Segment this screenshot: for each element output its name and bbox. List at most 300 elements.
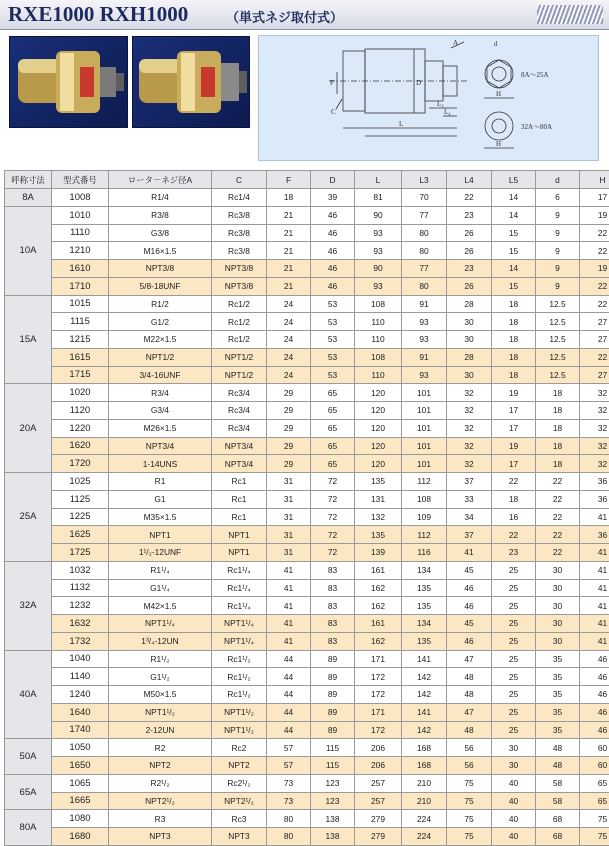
- table-cell: NPT3: [109, 828, 212, 846]
- table-row: [5, 632, 609, 650]
- table-cell: 45: [447, 615, 492, 633]
- table-cell: 70: [402, 189, 447, 207]
- model-cell: 1732: [52, 632, 109, 650]
- table-cell: Rc3/4: [212, 402, 267, 420]
- table-cell: 9: [536, 242, 580, 260]
- column-header: C: [212, 171, 267, 189]
- table-cell: 41: [580, 632, 609, 650]
- table-cell: 168: [402, 739, 447, 757]
- table-cell: 72: [311, 490, 355, 508]
- column-header: 呼称寸法: [5, 171, 52, 189]
- table-cell: 48: [536, 757, 580, 775]
- table-cell: 138: [311, 828, 355, 846]
- table-cell: 93: [355, 224, 402, 242]
- table-cell: 27: [580, 313, 609, 331]
- table-cell: NPT3/4: [109, 437, 212, 455]
- table-cell: NPT1¹/₂: [109, 703, 212, 721]
- table-cell: 257: [355, 792, 402, 810]
- table-cell: 206: [355, 757, 402, 775]
- table-cell: 162: [355, 597, 402, 615]
- table-cell: NPT3/4: [212, 437, 267, 455]
- table-cell: 35: [536, 721, 580, 739]
- table-cell: 32: [580, 437, 609, 455]
- table-row: [5, 597, 609, 615]
- table-row: [5, 686, 609, 704]
- table-cell: NPT1¹/₄: [212, 632, 267, 650]
- model-cell: 1650: [52, 757, 109, 775]
- table-cell: 48: [447, 721, 492, 739]
- table-cell: 46: [580, 703, 609, 721]
- table-cell: 25: [492, 615, 536, 633]
- table-cell: 68: [536, 828, 580, 846]
- label-l3: L₃: [437, 100, 444, 108]
- size-cell: 65A: [5, 774, 52, 810]
- table-cell: NPT3: [212, 828, 267, 846]
- model-cell: 1632: [52, 615, 109, 633]
- model-cell: 1008: [52, 189, 109, 207]
- model-cell: 1665: [52, 792, 109, 810]
- table-cell: 12.5: [536, 331, 580, 349]
- table-cell: NPT3/4: [212, 455, 267, 473]
- table-cell: 35: [536, 668, 580, 686]
- table-cell: 257: [355, 774, 402, 792]
- table-cell: 26: [447, 277, 492, 295]
- model-cell: 1625: [52, 526, 109, 544]
- table-cell: 22: [492, 473, 536, 491]
- table-cell: 25: [492, 668, 536, 686]
- table-cell: 26: [447, 224, 492, 242]
- table-cell: 58: [536, 774, 580, 792]
- table-cell: 53: [311, 295, 355, 313]
- table-cell: 32: [580, 402, 609, 420]
- table-cell: 65: [580, 792, 609, 810]
- model-cell: 1232: [52, 597, 109, 615]
- model-cell: 1720: [52, 455, 109, 473]
- table-row: [5, 774, 609, 792]
- table-cell: 1-14UNS: [109, 455, 212, 473]
- table-cell: 109: [402, 508, 447, 526]
- table-cell: 16: [492, 508, 536, 526]
- table-cell: 83: [311, 632, 355, 650]
- table-cell: 77: [402, 206, 447, 224]
- table-cell: 120: [355, 455, 402, 473]
- table-cell: 1¹/₂-12UNF: [109, 544, 212, 562]
- table-row: [5, 792, 609, 810]
- table-cell: R3/4: [109, 384, 212, 402]
- table-row: [5, 402, 609, 420]
- table-cell: 18: [492, 366, 536, 384]
- table-cell: Rc2: [212, 739, 267, 757]
- model-cell: 1620: [52, 437, 109, 455]
- table-cell: 18: [536, 402, 580, 420]
- table-cell: NPT1: [212, 544, 267, 562]
- table-row: [5, 561, 609, 579]
- table-cell: Rc3/8: [212, 224, 267, 242]
- table-cell: 22: [580, 348, 609, 366]
- table-cell: 110: [355, 313, 402, 331]
- table-cell: 23: [447, 206, 492, 224]
- table-cell: 36: [580, 473, 609, 491]
- model-cell: 1032: [52, 561, 109, 579]
- model-cell: 1240: [52, 686, 109, 704]
- table-cell: 44: [267, 703, 311, 721]
- table-cell: 27: [580, 331, 609, 349]
- table-cell: 14: [492, 260, 536, 278]
- table-cell: 24: [267, 348, 311, 366]
- table-cell: 28: [447, 295, 492, 313]
- table-cell: 35: [536, 703, 580, 721]
- table-cell: 141: [402, 650, 447, 668]
- table-cell: NPT2: [109, 757, 212, 775]
- table-cell: 81: [355, 189, 402, 207]
- table-cell: 168: [402, 757, 447, 775]
- table-cell: R1/2: [109, 295, 212, 313]
- table-cell: 29: [267, 419, 311, 437]
- table-cell: 32: [447, 384, 492, 402]
- table-cell: M26×1.5: [109, 419, 212, 437]
- table-cell: 41: [580, 615, 609, 633]
- table-cell: 123: [311, 792, 355, 810]
- table-cell: 123: [311, 774, 355, 792]
- size-cell: 10A: [5, 206, 52, 295]
- table-cell: 80: [402, 277, 447, 295]
- table-cell: 24: [267, 295, 311, 313]
- table-cell: 30: [492, 757, 536, 775]
- table-cell: 279: [355, 810, 402, 828]
- table-cell: 35: [536, 650, 580, 668]
- table-cell: Rc3/8: [212, 206, 267, 224]
- page-header: [0, 0, 609, 30]
- table-row: [5, 650, 609, 668]
- table-cell: Rc1/2: [212, 313, 267, 331]
- model-cell: 1715: [52, 366, 109, 384]
- table-cell: 53: [311, 313, 355, 331]
- table-cell: 15: [492, 242, 536, 260]
- table-cell: 25: [492, 650, 536, 668]
- size-cell: 20A: [5, 384, 52, 473]
- table-cell: 14: [492, 189, 536, 207]
- table-cell: 15: [492, 224, 536, 242]
- page-subtitle: （単式ネジ取付式）: [226, 7, 343, 26]
- table-cell: 46: [311, 224, 355, 242]
- table-cell: 30: [492, 739, 536, 757]
- table-cell: NPT3/8: [212, 277, 267, 295]
- table-cell: 53: [311, 348, 355, 366]
- table-cell: Rc3/4: [212, 384, 267, 402]
- table-cell: 31: [267, 473, 311, 491]
- column-header: H: [580, 171, 609, 189]
- table-cell: 112: [402, 473, 447, 491]
- table-cell: 33: [447, 490, 492, 508]
- table-cell: Rc2¹/₂: [212, 774, 267, 792]
- table-cell: 116: [402, 544, 447, 562]
- table-row: [5, 455, 609, 473]
- table-cell: 9: [536, 277, 580, 295]
- table-cell: 30: [447, 366, 492, 384]
- table-cell: 101: [402, 384, 447, 402]
- table-cell: 36: [580, 490, 609, 508]
- table-cell: 206: [355, 739, 402, 757]
- size-cell: 15A: [5, 295, 52, 384]
- table-cell: 89: [311, 668, 355, 686]
- table-cell: Rc1¹/₄: [212, 579, 267, 597]
- table-cell: 9: [536, 260, 580, 278]
- table-cell: Rc1¹/₂: [212, 650, 267, 668]
- table-cell: 93: [355, 277, 402, 295]
- table-cell: 35: [536, 686, 580, 704]
- label-a: A: [453, 39, 458, 47]
- table-cell: 90: [355, 206, 402, 224]
- table-cell: 134: [402, 615, 447, 633]
- table-cell: 18: [536, 419, 580, 437]
- table-cell: 17: [492, 419, 536, 437]
- table-cell: 75: [447, 792, 492, 810]
- table-cell: R2: [109, 739, 212, 757]
- model-cell: 1080: [52, 810, 109, 828]
- model-cell: 1050: [52, 739, 109, 757]
- product-photo-2: [132, 36, 250, 128]
- table-cell: 29: [267, 437, 311, 455]
- table-row: [5, 703, 609, 721]
- table-cell: R3/8: [109, 206, 212, 224]
- model-cell: 1220: [52, 419, 109, 437]
- table-cell: Rc1/4: [212, 189, 267, 207]
- table-cell: R1/4: [109, 189, 212, 207]
- label-f: F: [330, 79, 334, 87]
- table-cell: 72: [311, 473, 355, 491]
- table-cell: 134: [402, 561, 447, 579]
- table-cell: G3/8: [109, 224, 212, 242]
- table-cell: NPT1¹/₂: [212, 721, 267, 739]
- model-cell: 1615: [52, 348, 109, 366]
- table-row: [5, 224, 609, 242]
- table-cell: 12.5: [536, 295, 580, 313]
- table-cell: 56: [447, 757, 492, 775]
- column-header: L5: [492, 171, 536, 189]
- column-header: D: [311, 171, 355, 189]
- table-cell: 25: [492, 703, 536, 721]
- table-cell: 73: [267, 774, 311, 792]
- table-cell: 18: [492, 313, 536, 331]
- table-cell: 77: [402, 260, 447, 278]
- table-row: [5, 348, 609, 366]
- table-row: [5, 739, 609, 757]
- table-cell: 47: [447, 703, 492, 721]
- size-cell: 80A: [5, 810, 52, 846]
- table-cell: 24: [267, 331, 311, 349]
- table-cell: 22: [580, 224, 609, 242]
- table-cell: R1¹/₄: [109, 561, 212, 579]
- table-cell: 44: [267, 668, 311, 686]
- table-cell: 46: [580, 721, 609, 739]
- table-cell: G1/2: [109, 313, 212, 331]
- table-cell: 142: [402, 721, 447, 739]
- table-cell: 75: [447, 774, 492, 792]
- table-row: [5, 810, 609, 828]
- size-cell: 8A: [5, 189, 52, 207]
- table-cell: R1: [109, 473, 212, 491]
- model-cell: 1010: [52, 206, 109, 224]
- table-cell: 17: [492, 402, 536, 420]
- header-stripes: [537, 5, 603, 24]
- table-cell: 41: [267, 632, 311, 650]
- table-cell: 19: [580, 206, 609, 224]
- table-cell: 46: [311, 277, 355, 295]
- model-cell: 1210: [52, 242, 109, 260]
- product-photo-1: [9, 36, 128, 128]
- table-cell: 24: [267, 313, 311, 331]
- column-header: L3: [402, 171, 447, 189]
- column-header: L4: [447, 171, 492, 189]
- table-row: [5, 757, 609, 775]
- table-row: [5, 384, 609, 402]
- table-cell: 53: [311, 366, 355, 384]
- table-cell: 60: [580, 739, 609, 757]
- table-cell: 3/4-16UNF: [109, 366, 212, 384]
- table-cell: 142: [402, 686, 447, 704]
- table-cell: 25: [492, 686, 536, 704]
- table-cell: 120: [355, 419, 402, 437]
- table-cell: 93: [355, 242, 402, 260]
- table-cell: NPT1/2: [212, 348, 267, 366]
- table-cell: 18: [536, 384, 580, 402]
- table-cell: 30: [536, 579, 580, 597]
- table-cell: 32: [447, 437, 492, 455]
- table-cell: 23: [447, 260, 492, 278]
- table-cell: 37: [447, 526, 492, 544]
- table-row: [5, 473, 609, 491]
- table-cell: 46: [580, 668, 609, 686]
- model-cell: 1020: [52, 384, 109, 402]
- table-cell: 83: [311, 579, 355, 597]
- table-cell: 26: [447, 242, 492, 260]
- table-cell: 135: [355, 526, 402, 544]
- table-cell: 25: [492, 721, 536, 739]
- model-cell: 1065: [52, 774, 109, 792]
- table-cell: 22: [447, 189, 492, 207]
- table-cell: 15: [492, 277, 536, 295]
- table-cell: 161: [355, 615, 402, 633]
- model-cell: 1125: [52, 490, 109, 508]
- table-cell: R3: [109, 810, 212, 828]
- table-cell: 41: [267, 561, 311, 579]
- model-cell: 1115: [52, 313, 109, 331]
- table-cell: Rc1: [212, 473, 267, 491]
- model-cell: 1132: [52, 579, 109, 597]
- table-cell: M16×1.5: [109, 242, 212, 260]
- table-cell: M35×1.5: [109, 508, 212, 526]
- page-title: RXE1000 RXH1000: [8, 2, 188, 27]
- table-cell: 22: [536, 526, 580, 544]
- table-cell: NPT1¹/₄: [212, 615, 267, 633]
- table-cell: 29: [267, 455, 311, 473]
- table-cell: 83: [311, 615, 355, 633]
- table-cell: 91: [402, 348, 447, 366]
- table-row: [5, 615, 609, 633]
- table-cell: 112: [402, 526, 447, 544]
- table-cell: 56: [447, 739, 492, 757]
- table-cell: Rc1¹/₄: [212, 561, 267, 579]
- table-cell: 46: [311, 242, 355, 260]
- table-cell: 72: [311, 508, 355, 526]
- table-cell: Rc1¹/₂: [212, 686, 267, 704]
- table-cell: 75: [580, 828, 609, 846]
- label-range1: 8A～25A: [521, 71, 549, 79]
- table-cell: 90: [355, 260, 402, 278]
- table-cell: 32: [447, 419, 492, 437]
- table-cell: 142: [402, 668, 447, 686]
- table-cell: NPT2: [212, 757, 267, 775]
- label-range2: 32A～80A: [521, 123, 552, 131]
- table-cell: 80: [402, 224, 447, 242]
- table-cell: 32: [580, 419, 609, 437]
- label-d: d: [494, 40, 498, 48]
- table-cell: 31: [267, 490, 311, 508]
- table-cell: 91: [402, 295, 447, 313]
- table-cell: 65: [311, 402, 355, 420]
- column-header: d: [536, 171, 580, 189]
- column-header: L: [355, 171, 402, 189]
- table-cell: 60: [580, 757, 609, 775]
- table-cell: 139: [355, 544, 402, 562]
- table-cell: 108: [355, 295, 402, 313]
- model-cell: 1025: [52, 473, 109, 491]
- table-cell: 83: [311, 597, 355, 615]
- table-row: [5, 277, 609, 295]
- table-cell: 53: [311, 331, 355, 349]
- table-cell: 93: [402, 331, 447, 349]
- table-cell: 57: [267, 757, 311, 775]
- table-cell: 32: [580, 384, 609, 402]
- table-cell: 23: [492, 544, 536, 562]
- table-cell: 41: [580, 561, 609, 579]
- table-cell: G3/4: [109, 402, 212, 420]
- table-cell: R2¹/₂: [109, 774, 212, 792]
- table-cell: 12.5: [536, 348, 580, 366]
- table-cell: 12.5: [536, 313, 580, 331]
- table-row: [5, 579, 609, 597]
- table-cell: 1³/₄-12UN: [109, 632, 212, 650]
- model-cell: 1110: [52, 224, 109, 242]
- table-cell: 9: [536, 206, 580, 224]
- table-cell: 46: [311, 206, 355, 224]
- label-l4: L₄: [444, 108, 451, 116]
- table-cell: 21: [267, 206, 311, 224]
- table-cell: 171: [355, 650, 402, 668]
- table-cell: 18: [536, 455, 580, 473]
- table-cell: 9: [536, 224, 580, 242]
- table-cell: 32: [447, 455, 492, 473]
- table-cell: 132: [355, 508, 402, 526]
- table-cell: 72: [311, 544, 355, 562]
- table-row: [5, 206, 609, 224]
- table-cell: NPT1¹/₂: [212, 703, 267, 721]
- table-cell: 41: [580, 579, 609, 597]
- size-cell: 32A: [5, 561, 52, 650]
- table-cell: 19: [580, 260, 609, 278]
- table-cell: 72: [311, 526, 355, 544]
- table-cell: Rc1: [212, 508, 267, 526]
- table-cell: 30: [536, 632, 580, 650]
- table-cell: 46: [580, 650, 609, 668]
- spec-table: [4, 170, 609, 846]
- table-cell: 18: [492, 490, 536, 508]
- table-cell: NPT1: [212, 526, 267, 544]
- label-l: L: [399, 120, 403, 128]
- table-cell: 80: [402, 242, 447, 260]
- table-cell: 172: [355, 686, 402, 704]
- table-cell: 68: [536, 810, 580, 828]
